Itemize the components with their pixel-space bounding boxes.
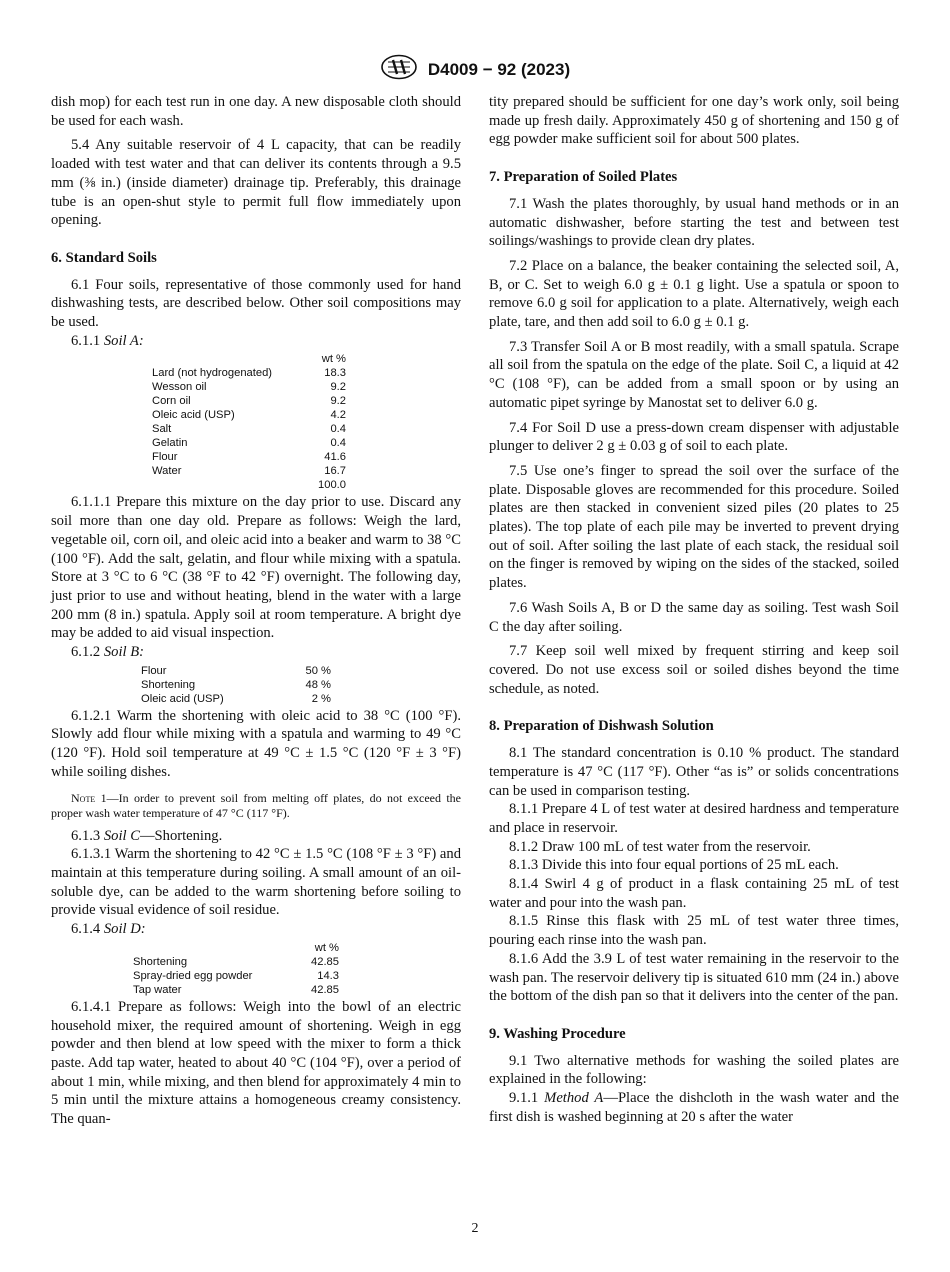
soil-d-table — [133, 941, 339, 997]
table-row: Oleic acid (USP) 2 % — [141, 692, 331, 705]
paragraph-6-1-3-1: 6.1.3.1 Warm the shortening to 42 °C ± 1.5 °C (108 °F ± 3 °F) and maintain at this temperature during soiling. A small amount of an oil-soluble dye, can be added to the warm shortening before soiling to provide visual evidence of soil residue. — [51, 846, 461, 919]
paragraph-continuation: tity prepared should be sufficient for one day’s work only, soil being made up fresh daily. Approximately 450 g of shortening and 150 g of egg powder make sufficient soil for about 500 plates. — [489, 94, 899, 148]
paragraph-6-1-2-1: 6.1.2.1 Warm the shortening with oleic acid to 38 °C (100 °F). Slowly add flour while mixing with a spatula and warming to 49 °C (120 °F). Hold soil temperature at 49 °C ± 1.5 °C (120 °F ± 3 °F) while soiling dishes. — [51, 707, 461, 780]
table-row: Corn oil 9.2 — [152, 395, 346, 408]
table-row: Salt 0.4 — [152, 423, 346, 436]
paragraph-8-1-5: 8.1.5 Rinse this flask with 25 mL of test water three times, pouring each rinse into the wash pan. — [489, 913, 899, 949]
table-row: Flour 50 % — [141, 664, 331, 677]
page-header — [0, 54, 950, 85]
note-1 — [51, 791, 461, 821]
paragraph-8-1: 8.1 The standard concentration is 0.10 % product. The standard temperature is 47 °C (117 °F). Other “as is” or solids concentrations can be used in comparison testing. — [489, 745, 899, 799]
astm-logo-icon — [380, 54, 418, 85]
paragraph-8-1-1: 8.1.1 Prepare 4 L of test water at desired hardness and temperature and place in reservoir. — [489, 801, 899, 836]
table-row: Lard (not hydrogenated) 18.3 — [152, 367, 346, 380]
paragraph-8-1-3: 8.1.3 Divide this into four equal portions of 25 mL each. — [509, 857, 839, 874]
paragraph-9-1-1 — [489, 1089, 899, 1126]
paragraph-6-1: 6.1 Four soils, representative of those commonly used for hand dishwashing tests, are described below. Other soil compositions may be used. — [51, 276, 461, 331]
unit-header: wt % — [314, 941, 339, 954]
soil-a-table — [152, 352, 346, 492]
table-row: Spray-dried egg powder 14.3 — [133, 969, 339, 982]
paragraph-6-1-1 — [51, 332, 461, 351]
clause-rest: —Shortening. — [139, 827, 223, 844]
page-number: 2 — [471, 1221, 479, 1236]
paragraph-6-1-3 — [51, 827, 461, 846]
section-9-heading: 9. Washing Procedure — [489, 1025, 626, 1042]
section-6-heading: 6. Standard Soils — [51, 249, 157, 266]
paragraph-7-1: 7.1 Wash the plates thoroughly, by usual hand methods or in an automatic dishwasher, before starting the test and between test soilings/washings to provide clean dry plates. — [489, 195, 899, 250]
paragraph-8-1-2: 8.1.2 Draw 100 mL of test water from the reservoir. — [509, 838, 811, 855]
paragraph-9-1: 9.1 Two alternative methods for washing the soiled plates are explained in the following: — [489, 1052, 899, 1088]
paragraph-8-1-6: 8.1.6 Add the 3.9 L of test water remaining in the reservoir to the wash pan. The reservoir delivery tip is situated 610 mm (24 in.) above the bottom of the dish pan so that it delivers into the center of the pan. — [489, 950, 899, 1005]
table-row: Tap water 42.85 — [133, 983, 339, 996]
table-row: Wesson oil 9.2 — [152, 381, 346, 394]
paragraph-7-3: 7.3 Transfer Soil A or B most readily, with a small spatula. Scrape all soil from the spatula on the edge of the plate. Soil C, a liquid at 42 °C (108 °F), can be added from a small spoon or by using an automatic pipet syringe by Manostat set to deliver 6.0 g. — [489, 338, 899, 411]
note-text: —In order to prevent soil from melting off plates, do not exceed the proper wash water temperature of 47 °C (117 °F). — [51, 790, 461, 820]
right-column — [489, 93, 899, 1126]
clause-number: 6.1.2 — [71, 644, 101, 661]
paragraph-7-6: 7.6 Wash Soils A, B or D the same day as soiling. Test wash Soil C the day after soiling. — [489, 599, 899, 635]
clause-title: Soil A: — [103, 332, 144, 349]
section-7-heading: 7. Preparation of Soiled Plates — [489, 169, 678, 186]
table-row: Oleic acid (USP) 4.2 — [152, 409, 346, 422]
clause-rest: —Place the dishcloth in the wash water and the first dish is washed beginning at 20 s after the water — [489, 1090, 899, 1125]
section-8-heading: 8. Preparation of Dishwash Solution — [489, 718, 714, 735]
clause-number: 6.1.1 — [71, 332, 101, 349]
clause-number: 6.1.3 — [71, 827, 101, 844]
clause-number: 6.1.4 — [71, 921, 101, 938]
table-total-row: 100.0 — [318, 479, 346, 492]
paragraph-continuation: dish mop) for each test run in one day. A new disposable cloth should be used for each wash. — [51, 94, 461, 129]
paragraph-5-4: 5.4 Any suitable reservoir of 4 L capacity, that can be readily loaded with test water and that can deliver its contents through a 9.5 mm (⅜ in.) (inside diameter) drainage tip. Preferably, this drainage tube is an open-shut style to permit full flow immediately upon opening. — [51, 137, 461, 229]
table-row: Gelatin 0.4 — [152, 437, 346, 450]
clause-title: Soil C — [103, 827, 140, 844]
clause-title: Method A — [544, 1090, 604, 1107]
unit-header: wt % — [321, 353, 346, 366]
table-row: Water 16.7 — [152, 465, 346, 478]
table-row: Shortening 48 % — [141, 678, 331, 691]
clause-title: Soil D: — [103, 921, 146, 938]
table-row: Shortening 42.85 — [133, 955, 339, 968]
paragraph-8-1-4: 8.1.4 Swirl 4 g of product in a flask containing 25 mL of test water and pour into the wash pan. — [489, 876, 899, 911]
clause-title: Soil B: — [103, 644, 144, 661]
paragraph-6-1-2 — [51, 643, 461, 662]
note-label: Note 1 — [71, 790, 107, 805]
paragraph-7-5: 7.5 Use one’s finger to spread the soil over the surface of the plate. Disposable gloves are recommended for this procedure. Soiled plates are then stacked in convenient sized piles (20 plates to 25 plates). The top plate of each pile may be inverted to prevent drying out of soil. After soiling the last plate of each stack, the residual soil on the finger is removed by wiping on the sides of the stacked, soiled plates. — [489, 462, 899, 592]
soil-b-table — [141, 664, 331, 706]
document-designation: D4009 − 92 (2023) — [427, 59, 571, 79]
paragraph-7-7: 7.7 Keep soil well mixed by frequent stirring and keep soil covered. Do not use excess soil or soiled dishes beyond the time schedule, as noted. — [489, 643, 899, 697]
paragraph-6-1-4 — [51, 920, 461, 939]
paragraph-6-1-4-1: 6.1.4.1 Prepare as follows: Weigh into the bowl of an electric household mixer, the required amount of shortening. Weigh in egg powder and then blend at low speed with the mixer to form a thick paste. Add tap water, heated to about 40 °C (104 °F), over a period of about 1 min, while mixing, and then blend for approximately 4 min to 5 min until the mixture attains a homogeneous creamy consistency. The quan- — [51, 998, 461, 1128]
left-column — [51, 93, 461, 1129]
table-row: Flour 41.6 — [152, 451, 346, 464]
paragraph-7-2: 7.2 Place on a balance, the beaker containing the selected soil, A, B, or C. Set to weigh 6.0 g ± 0.1 g light. Use a spatula or spoon to remove 6.0 g soil for application to a plate. Alternatively, weigh each plate, tare, and then add soil to 6.0 g ± 0.1 g. — [489, 257, 899, 331]
paragraph-6-1-1-1: 6.1.1.1 Prepare this mixture on the day prior to use. Discard any soil more than one day old. Prepare as follows: Weigh the lard, vegetable oil, corn oil, and oleic acid into a beaker and warm to 38 °C (100 °F). Add the salt, gelatin, and flour while mixing with a spatula. Store at 3 °C to 6 °C (38 °F to 42 °F) overnight. The following day, just prior to use and without heating, blend in the water with a large 200 mm (8 in.) spatula. Apply soil at room temperature. A bright dye may be added to aid visual inspection. — [51, 494, 461, 642]
clause-number: 9.1.1 — [509, 1090, 539, 1107]
paragraph-7-4: 7.4 For Soil D use a press-down cream dispenser with adjustable plunger to deliver 2 g ± 0.03 g of soil to each plate. — [489, 419, 899, 455]
